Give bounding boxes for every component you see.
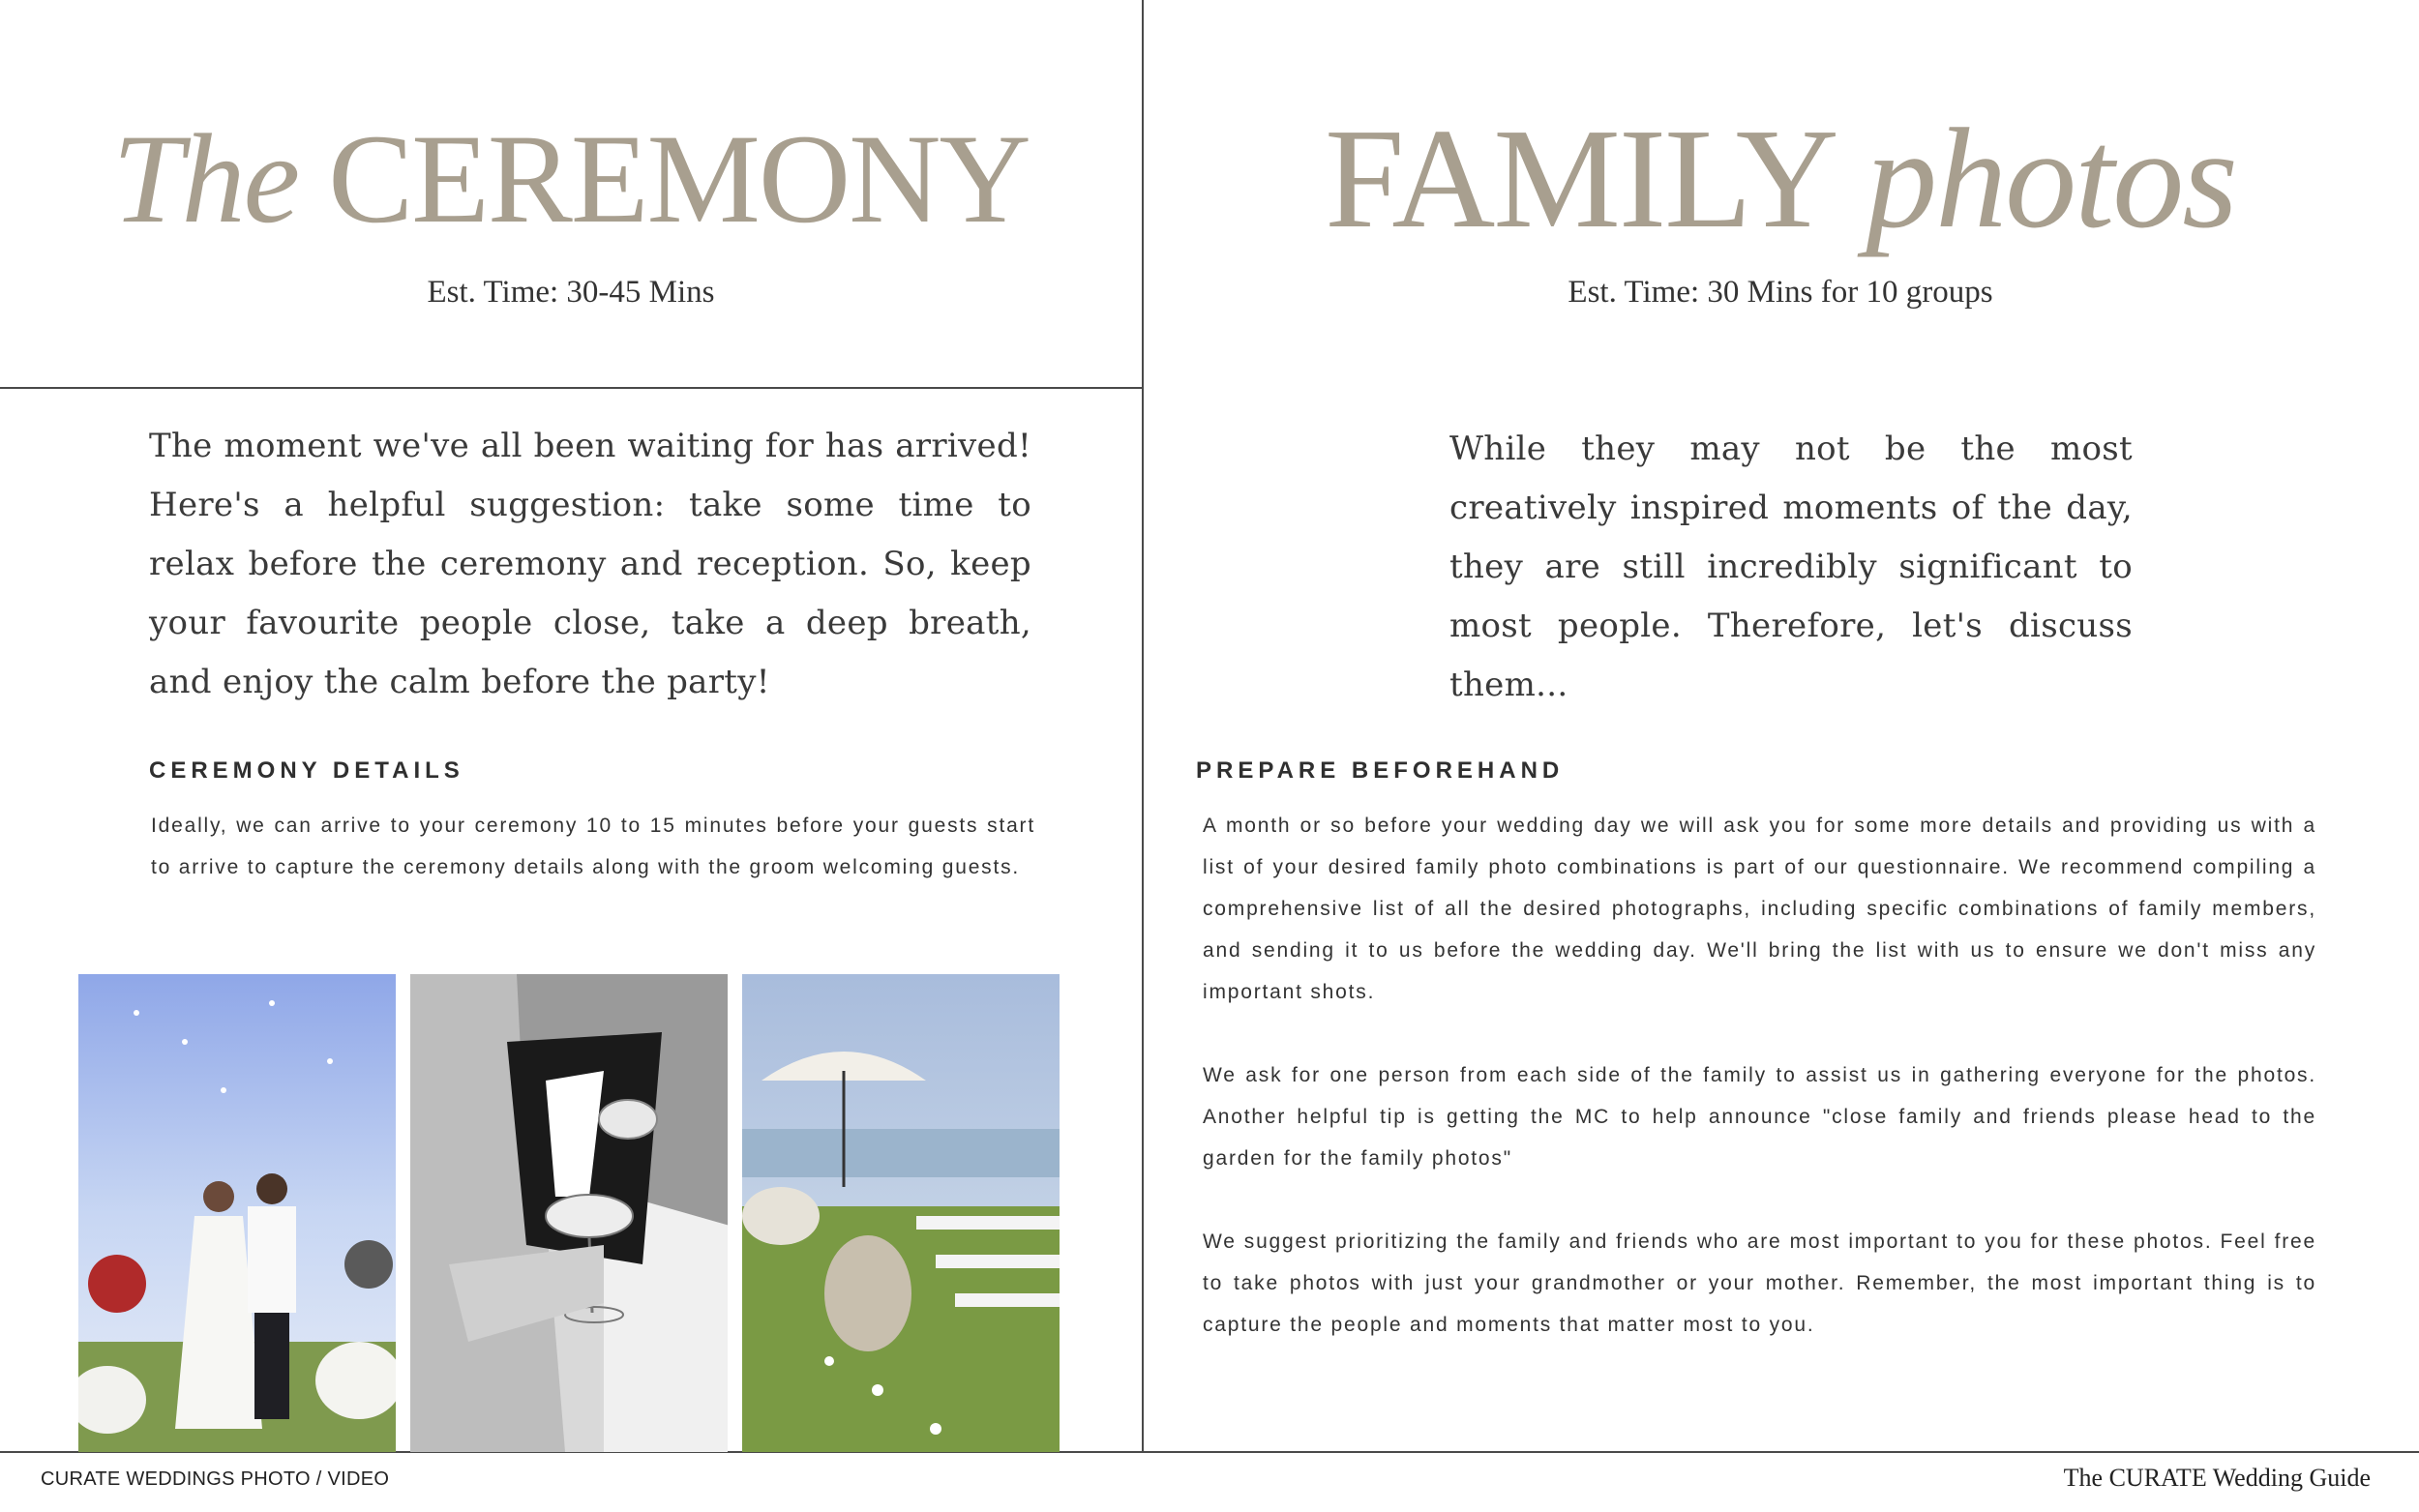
ceremony-details-body: Ideally, we can arrive to your ceremony 10 to 15 minutes before your guests start to arrive to capture the ceremony details along with the groom welcoming guests. bbox=[151, 815, 1035, 878]
ceremony-setup-photo bbox=[742, 974, 1060, 1452]
family-title-main: FAMILY bbox=[1325, 100, 1833, 258]
ceremony-title-main: CEREMONY bbox=[328, 107, 1030, 250]
ceremony-est-time: Est. Time: 30-45 Mins bbox=[427, 275, 715, 310]
family-est-time: Est. Time: 30 Mins for 10 groups bbox=[1568, 275, 1993, 310]
family-intro: While they may not be the most creatively inspired moments of the day, they are still incredibly significant to most people. Therefore, let's discuss them... bbox=[1449, 430, 2133, 704]
ceremony-intro: The moment we've all been waiting for has arrived! Here's a helpful suggestion: take some time to relax before the ceremony and reception. So, keep your favourite people close, take a deep breath, and enjoy the calm before the party! bbox=[149, 427, 1031, 701]
ceremony-title-italic: The bbox=[112, 107, 299, 250]
footer-guide-title: The CURATE Wedding Guide bbox=[2063, 1464, 2371, 1492]
header-divider-left bbox=[0, 387, 1143, 389]
ceremony-details-heading: CEREMONY DETAILS bbox=[149, 757, 464, 784]
footer-brand: CURATE WEDDINGS PHOTO / VIDEO bbox=[41, 1468, 390, 1490]
family-title-italic: photos bbox=[1866, 100, 2236, 258]
ceremony-title bbox=[0, 106, 1142, 252]
couple-walking-photo bbox=[78, 974, 396, 1452]
prepare-beforehand-heading: PREPARE BEFOREHAND bbox=[1196, 757, 1565, 784]
champagne-kiss-photo bbox=[410, 974, 728, 1452]
family-photos-title bbox=[1142, 97, 2419, 261]
paragraph: A month or so before your wedding day we will ask you for some more details and providing us with a list of your desired family photo combinations is part of our questionnaire. We recommend compiling a comprehensive list of all the desired photographs, including specific combinations of family members, and sending it to us before the wedding day. We'll bring the list with us to ensure we don't miss any important shots. bbox=[1203, 815, 2316, 1003]
prepare-beforehand-body bbox=[1203, 805, 2316, 1387]
paragraph: We suggest prioritizing the family and friends who are most important to you for these photos. Feel free to take photos with just your grandmother or your mother. Remember, the most important thing is to capture the people and moments that matter most to you. bbox=[1203, 1230, 2316, 1336]
paragraph: We ask for one person from each side of the family to assist us in gathering everyone for the photos. Another helpful tip is getting the MC to help announce "close family and friends please head to the garden for the family photos" bbox=[1203, 1064, 2316, 1170]
